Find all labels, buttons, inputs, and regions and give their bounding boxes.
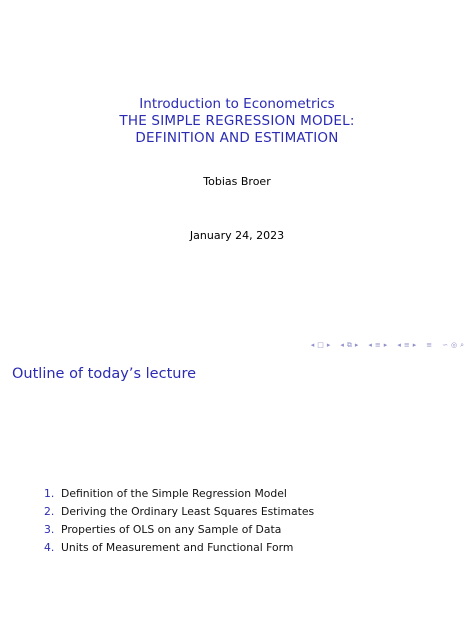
- nav-next-section-icon[interactable]: ▸: [383, 341, 388, 349]
- frame-title: Outline of today’s lecture: [12, 366, 197, 382]
- outline-item-number: 3.: [44, 523, 55, 536]
- nav-prev-document-icon[interactable]: ◂: [397, 341, 401, 349]
- outline-item-number: 4.: [44, 541, 55, 554]
- nav-next-frame-icon[interactable]: ▸: [326, 341, 331, 349]
- outline-item-text: Definition of the Simple Regression Model: [61, 487, 287, 500]
- nav-next-subsection-icon[interactable]: ▸: [354, 341, 359, 349]
- outline-item-text: Properties of OLS on any Sample of Data: [61, 523, 282, 536]
- nav-frame-icon[interactable]: □: [317, 341, 324, 349]
- nav-subsection-icon[interactable]: ⧉: [346, 341, 352, 349]
- outline-item-text: Deriving the Ordinary Least Squares Estimates: [61, 505, 315, 518]
- outline-item-number: 1.: [44, 487, 55, 500]
- nav-prev-section-icon[interactable]: ◂: [368, 341, 372, 349]
- presentation-title-line-1: THE SIMPLE REGRESSION MODEL:: [119, 113, 355, 129]
- presentation-date: January 24, 2023: [189, 229, 285, 242]
- outline-item-number: 2.: [44, 505, 55, 518]
- presentation-title-line-2: DEFINITION AND ESTIMATION: [135, 130, 339, 146]
- nav-zoom-icon[interactable]: ⌕: [460, 341, 464, 349]
- nav-document-icon[interactable]: ≡: [403, 341, 410, 349]
- nav-search-icon[interactable]: ◎: [450, 341, 458, 349]
- outline-item: [44, 521, 314, 539]
- outline-slide: [0, 356, 474, 632]
- nav-outline-icon[interactable]: ≡: [426, 341, 433, 349]
- nav-prev-frame-icon[interactable]: ◂: [310, 341, 315, 349]
- nav-prev-subsection-icon[interactable]: ◂: [340, 341, 344, 349]
- presentation-subtitle: Introduction to Econometrics: [139, 96, 335, 112]
- author-name: Tobias Broer: [203, 175, 271, 188]
- outline-item-text: Units of Measurement and Functional Form: [61, 541, 294, 554]
- nav-section-icon[interactable]: ≡: [374, 341, 381, 349]
- nav-back-icon[interactable]: ∽: [442, 341, 448, 349]
- outline-item: [44, 485, 314, 503]
- outline-list: [44, 485, 314, 557]
- outline-item: [44, 503, 314, 521]
- outline-item: [44, 539, 314, 557]
- beamer-navigation-bar: [311, 341, 464, 349]
- nav-next-document-icon[interactable]: ▸: [412, 341, 417, 349]
